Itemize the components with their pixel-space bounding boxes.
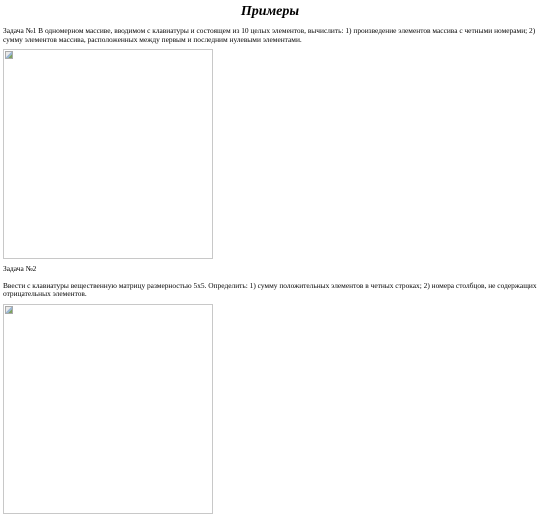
broken-image-icon xyxy=(5,51,13,59)
task-1-text: Задача №1 В одномерном массиве, вводимом с клавиатуры и состоящем из 10 целых элементов, вычислить: 1) произведение элементов массива с четными номерами; 2) сумму элементов массива, расположенных между первым и последним нулевыми элементами. xyxy=(3,26,536,44)
page-title: Примеры xyxy=(240,4,300,19)
task-2-image xyxy=(3,304,213,514)
task-2-text: Ввести с клавиатуры вещественную матрицу размерностью 5x5. Определить: 1) сумму положительных элементов в четных строках; 2) номера столбцов, не содержащих отрицательных элементов. xyxy=(3,280,537,298)
task-1-image xyxy=(3,49,213,259)
task-2-heading: Задача №2 xyxy=(3,264,37,273)
broken-image-icon xyxy=(5,306,13,314)
